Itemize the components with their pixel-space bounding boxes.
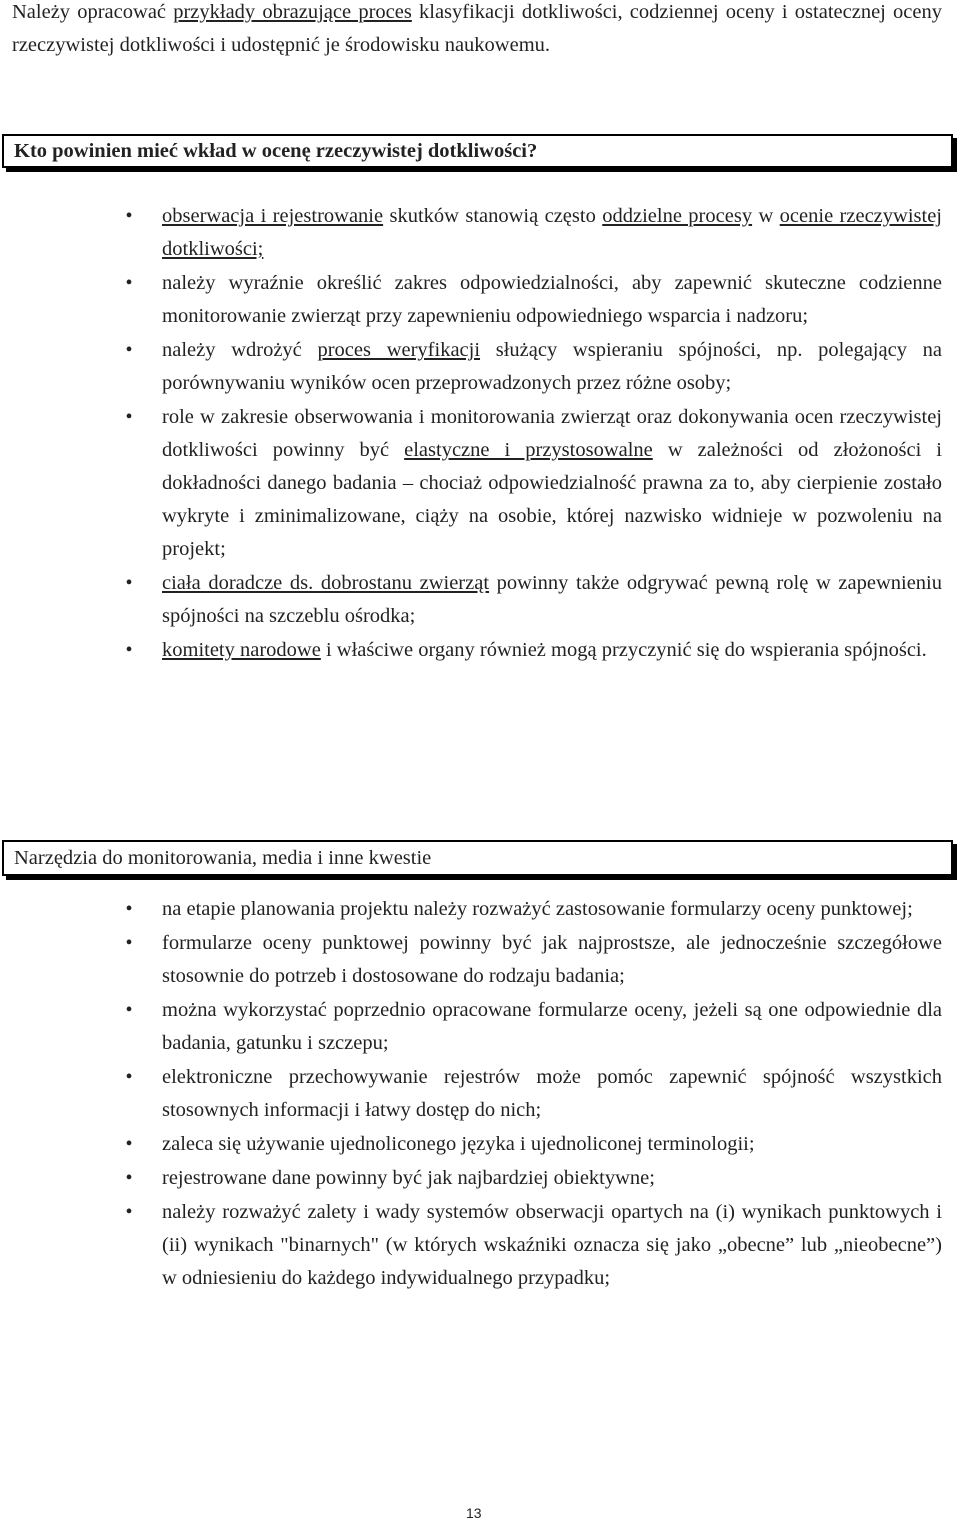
list-item-text: na etapie planowania projektu należy rozważyć zastosowanie formularzy oceny punktowej;	[162, 898, 913, 920]
list-item-text: i właściwe organy również mogą przyczynić się do wspierania spójności.	[320, 639, 927, 661]
bullet-icon: •	[125, 339, 133, 361]
tools-list	[0, 893, 942, 1296]
bullet-icon: •	[125, 999, 133, 1021]
section-heading-tools: Narzędzia do monitorowania, media i inne kwestie	[2, 840, 953, 876]
list-item-text: role w zakresie obserwowania i monitorowania zwierząt oraz dokonywania ocen rzeczywistej dotkliwości powinny być	[162, 406, 942, 461]
list-item-underlined: ciała doradcze ds. dobrostanu zwierząt	[162, 572, 490, 594]
bullet-icon: •	[125, 1201, 133, 1223]
list-item-text: rejestrowane dane powinny być jak najbardziej obiektywne;	[162, 1167, 655, 1189]
section-heading-contributors: Kto powinien mieć wkład w ocenę rzeczywistej dotkliwości?	[2, 134, 953, 168]
list-item-underlined: obserwacja i rejestrowanie	[162, 205, 384, 227]
contributors-list	[0, 200, 942, 668]
list-item-underlined: oddzielne procesy	[602, 205, 753, 227]
bullet-icon: •	[125, 1066, 133, 1088]
list-item	[0, 567, 942, 633]
list-item	[0, 927, 942, 993]
list-item-text: powinny także odgrywać pewną rolę w zapewnieniu spójności na szczeblu ośrodka;	[162, 572, 942, 627]
intro-underlined: przykłady obrazujące proces	[173, 1, 412, 23]
list-item	[0, 334, 942, 400]
list-item-text: zaleca się używanie ujednoliconego języka i ujednoliconej terminologii;	[162, 1133, 755, 1155]
list-item	[0, 994, 942, 1060]
list-item-text: skutków stanowią często	[383, 205, 603, 227]
bullet-icon: •	[125, 272, 133, 294]
list-item-underlined: proces weryfikacji	[317, 339, 481, 361]
list-item	[0, 1128, 942, 1161]
list-item-underlined: komitety narodowe	[162, 639, 321, 661]
bullet-icon: •	[125, 1133, 133, 1155]
list-item-text: elektroniczne przechowywanie rejestrów może pomóc zapewnić spójność wszystkich stosownych informacji i łatwy dostęp do nich;	[162, 1066, 942, 1121]
list-item-text: formularze oceny punktowej powinny być jak najprostsze, ale jednocześnie szczegółowe stosownie do potrzeb i dostosowane do rodzaju badania;	[162, 932, 942, 987]
list-item-underlined: elastyczne i przystosowalne	[404, 439, 653, 461]
list-item-text: służący wspieraniu spójności, np. polegający na porównywaniu wyników ocen przeprowadzonych przez różne osoby;	[162, 339, 942, 394]
list-item	[0, 634, 942, 667]
bullet-icon: •	[125, 406, 133, 428]
intro-text-end: klasyfikacji dotkliwości, codziennej oceny i ostatecznej oceny rzeczywistej dotkliwości i udostępnić je środowisku naukowemu.	[12, 1, 942, 56]
list-item-text: w	[752, 205, 780, 227]
intro-paragraph	[12, 0, 942, 62]
list-item-underlined: ocenie rzeczywistej dotkliwości;	[162, 205, 942, 260]
list-item-text: należy rozważyć zalety i wady systemów obserwacji opartych na (i) wynikach punktowych i (ii) wynikach "binarnych" (w których wskaźniki oznacza się jako „obecne” lub „nieobecne”) w odniesieniu do każdego indywidualnego przypadku;	[162, 1201, 942, 1289]
page-number: 13	[466, 1505, 482, 1521]
list-item	[0, 267, 942, 333]
list-item-text: należy wdrożyć	[162, 339, 318, 361]
list-item	[0, 200, 942, 266]
bullet-icon: •	[125, 572, 133, 594]
list-item	[0, 401, 942, 566]
list-item-text: w zależności od złożoności i dokładności danego badania – chociaż odpowiedzialność prawna za to, aby cierpienie zostało wykryte i zminimalizowane, ciąży na osobie, której nazwisko widnieje w pozwoleniu na projekt;	[162, 439, 942, 560]
list-item-text: należy wyraźnie określić zakres odpowiedzialności, aby zapewnić skuteczne codzienne monitorowanie zwierząt przy zapewnieniu odpowiedniego wsparcia i nadzoru;	[162, 272, 942, 327]
bullet-icon: •	[125, 639, 133, 661]
list-item	[0, 1196, 942, 1295]
list-item	[0, 1061, 942, 1127]
bullet-icon: •	[125, 932, 133, 954]
bullet-icon: •	[125, 1167, 133, 1189]
list-item	[0, 893, 942, 926]
intro-text: Należy opracować	[12, 1, 174, 23]
bullet-icon: •	[125, 898, 133, 920]
list-item-text: można wykorzystać poprzednio opracowane formularze oceny, jeżeli są one odpowiednie dla badania, gatunku i szczepu;	[162, 999, 942, 1054]
bullet-icon: •	[125, 205, 133, 227]
list-item	[0, 1162, 942, 1195]
